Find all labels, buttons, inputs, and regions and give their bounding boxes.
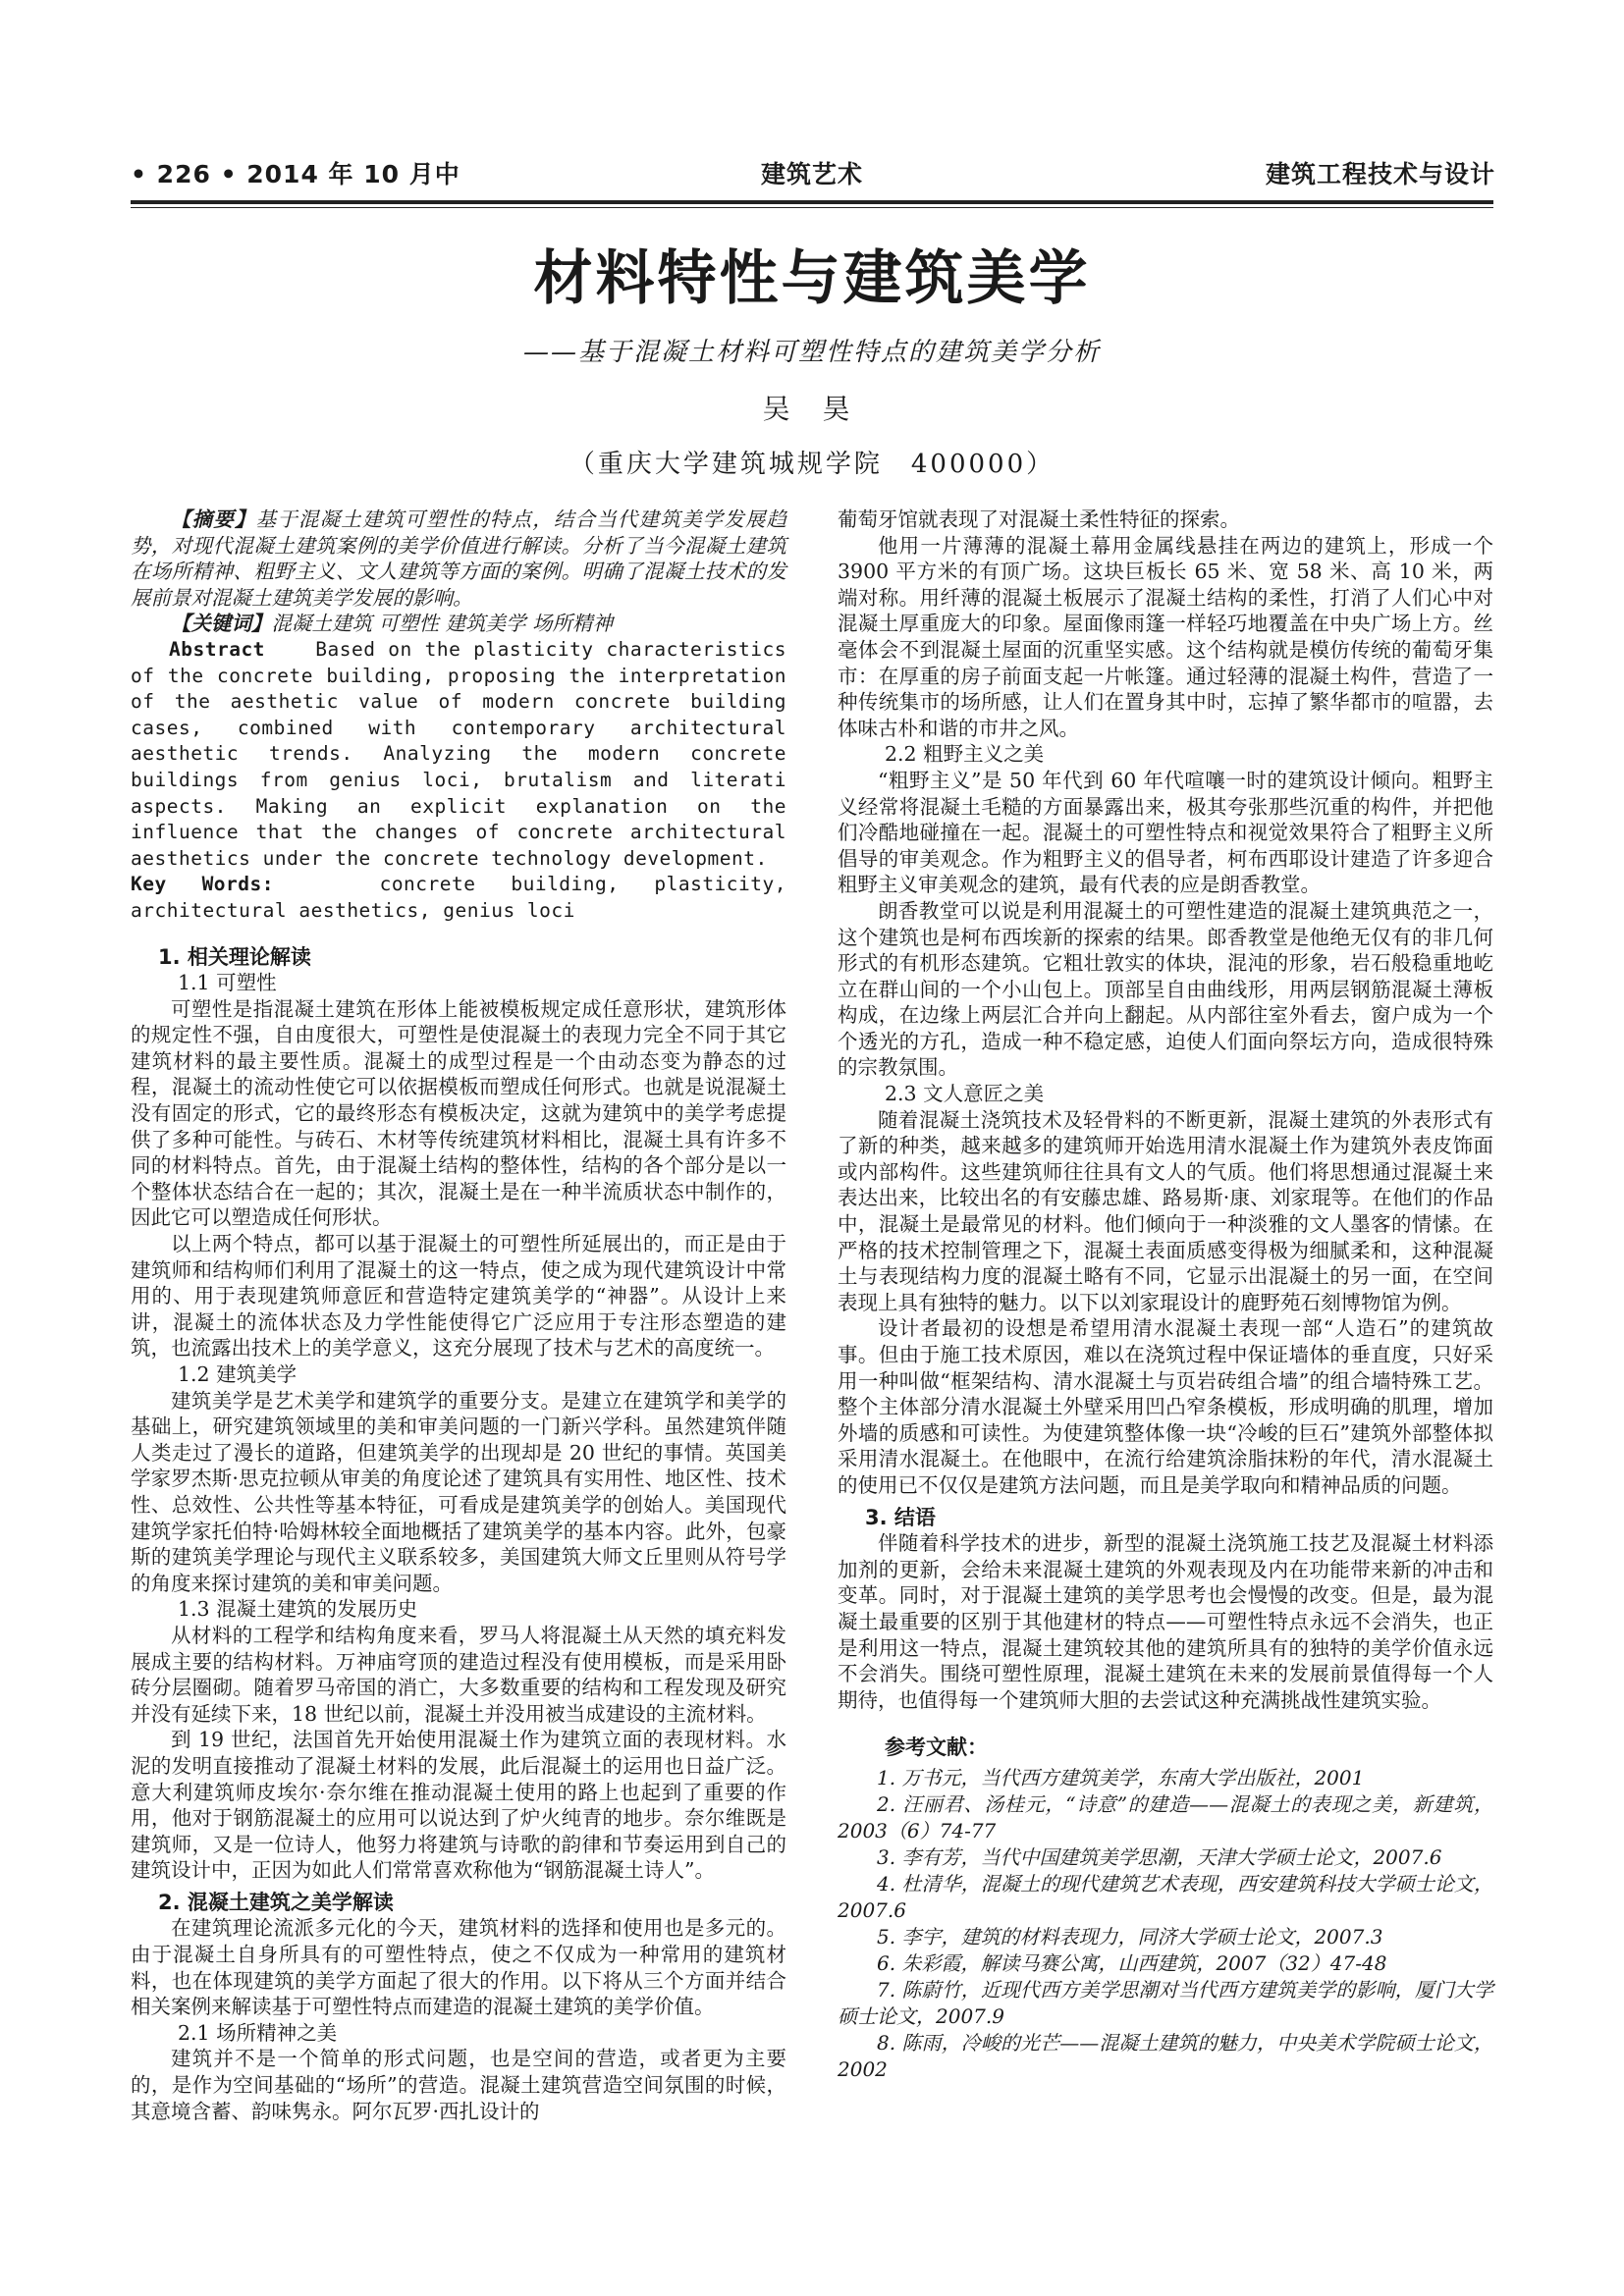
abstract-en xyxy=(131,637,786,872)
section-heading: 1. 相关理论解读 xyxy=(158,944,311,969)
subsection-heading: 1.3 混凝土建筑的发展历史 xyxy=(178,1597,418,1622)
subsection-heading: 2.1 场所精神之美 xyxy=(178,2020,338,2045)
body-paragraph: 在建筑理论流派多元化的今天，建筑材料的选择和使用也是多元的。由于混凝土自身所具有的可塑性特点，使之不仅成为一种常用的建筑材料，也在体现建筑的美学方面起了很大的作用。以下将从三个方面并结合相关案例来解读基于可塑性特点而建造的混凝土建筑的美学价值。 xyxy=(131,1916,786,2019)
body-paragraph: 随着混凝土浇筑技术及轻骨料的不断更新，混凝土建筑的外表形式有了新的种类，越来越多的建筑师开始选用清水混凝土作为建筑外表皮饰面或内部构件。这些建筑师往往具有文人的气质。他们将思想通过混凝土来表达出来，比较出名的有安藤忠雄、路易斯·康、刘家琨等。在他们的作品中，混凝土是最常见的材料。他们倾向于一种淡雅的文人墨客的情愫。在严格的技术控制管理之下，混凝土表面质感变得极为细腻柔和，这种混凝土与表现结构力度的混凝土略有不同，它显示出混凝土的另一面，在空间表现上具有独特的魅力。以下以刘家琨设计的鹿野苑石刻博物馆为例。 xyxy=(838,1107,1493,1314)
body-paragraph: 建筑并不是一个简单的形式问题，也是空间的营造，或者更为主要的，是作为空间基础的“场所”的营造。混凝土建筑营造空间氛围的时候，其意境含蓄、韵味隽永。阿尔瓦罗·西扎设计的 xyxy=(131,2047,786,2123)
keywords-en xyxy=(131,872,786,924)
abstract-en-label: Abstract xyxy=(169,637,265,661)
right-column xyxy=(838,507,1493,2083)
keywords-en-label: Key Words: xyxy=(131,873,275,896)
journal-section: 建筑艺术 xyxy=(760,160,863,188)
left-body xyxy=(131,944,786,2125)
article-author: 吴 昊 xyxy=(762,393,862,425)
abstract-cn xyxy=(131,507,786,611)
keywords-text: 混凝土建筑 可塑性 建筑美学 场所精神 xyxy=(271,612,614,636)
abstract-text: 基于混凝土建筑可塑性的特点，结合当代建筑美学发展趋势，对现代混凝土建筑案例的美学价值进行解读。分析了当今混凝土建筑在场所精神、粗野主义、文人建筑等方面的案例。明确了混凝土技术的发展前景对混凝土建筑美学发展的影响。 xyxy=(131,507,787,610)
reference-item: 3. 李有芳，当代中国建筑美学思潮，天津大学硕士论文，2007.6 xyxy=(877,1844,1442,1869)
section-heading: 2. 混凝土建筑之美学解读 xyxy=(158,1890,394,1914)
body-paragraph: 葡萄牙馆就表现了对混凝土柔性特征的探索。 xyxy=(838,507,1240,531)
spacer xyxy=(131,925,786,938)
header-rule-thick xyxy=(131,200,1493,204)
section-heading: 3. 结语 xyxy=(865,1505,936,1529)
reference-item: 5. 李宇，建筑的材料表现力，同济大学硕士论文，2007.3 xyxy=(877,1924,1383,1949)
journal-name: 建筑工程技术与设计 xyxy=(1265,160,1495,188)
references-title: 参考文献： xyxy=(885,1735,988,1760)
body-paragraph: “粗野主义”是 50 年代到 60 年代喧嚷一时的建筑设计倾向。粗野主义经常将混凝土毛糙的方面暴露出来，极其夸张那些沉重的构件，并把他们冷酷地碰撞在一起。混凝土的可塑性特点和视觉效果符合了粗野主义所倡导的审美观念。作为粗野主义的倡导者，柯布西耶设计建造了许多迎合粗野主义审美观念的建筑，最有代表的应是朗香教堂。 xyxy=(838,768,1493,897)
body-paragraph: 可塑性是指混凝土建筑在形体上能被模板规定成任意形状，建筑形体的规定性不强，自由度很大，可塑性是使混凝土的表现力完全不同于其它建筑材料的最主要性质。混凝土的成型过程是一个由动态变为静态的过程，混凝土的流动性使它可以依据模板而塑成任何形式。也就是说混凝土没有固定的形式，它的最终形态有模板决定，这就为建筑中的美学考虑提供了多种可能性。与砖石、木材等传统建筑材料相比，混凝土具有许多不同的材料特点。首先，由于混凝土结构的整体性，结构的各个部分是以一个整体状态结合在一起的；其次，混凝土是在一种半流质状态中制作的，因此它可以塑造成任何形状。 xyxy=(131,996,786,1230)
subsection-heading: 2.3 文人意匠之美 xyxy=(885,1082,1045,1106)
reference-item: 7. 陈蔚竹，近现代西方美学思潮对当代西方建筑美学的影响，厦门大学硕士论文，2007.9 xyxy=(838,1977,1493,2028)
right-body xyxy=(838,507,1493,1713)
body-paragraph: 设计者最初的设想是希望用清水混凝土表现一部“人造石”的建筑故事。但由于施工技术原因，难以在浇筑过程中保证墙体的垂直度，只好采用一种叫做“框架结构、清水混凝土与页岩砖组合墙”的组合墙特殊工艺。整个主体部分清水混凝土外壁采用凹凸窄条模板，形成明确的肌理，增加外墙的质感和可读性。为使建筑整体像一块“冷峻的巨石”建筑外部整体拟采用清水混凝土。在他眼中，在流行给建筑涂脂抹粉的年代，清水混凝土的使用已不仅仅是建筑方法问题，而且是美学取向和精神品质的问题。 xyxy=(838,1316,1493,1497)
page-number-date: • 226 • 2014 年 10 月中 xyxy=(131,160,460,188)
reference-item: 1. 万书元，当代西方建筑美学，东南大学出版社，2001 xyxy=(877,1765,1365,1789)
subsection-heading: 1.2 建筑美学 xyxy=(178,1362,298,1386)
reference-item: 4. 杜清华，混凝土的现代建筑艺术表现，西安建筑科技大学硕士论文，2007.6 xyxy=(838,1871,1493,1922)
body-paragraph: 建筑美学是艺术美学和建筑学的重要分支。是建立在建筑学和美学的基础上，研究建筑领域里的美和审美问题的一门新兴学科。虽然建筑伴随人类走过了漫长的道路，但建筑美学的出现却是 20 世纪的事情。英国美学家罗杰斯·思克拉顿从审美的角度论述了建筑具有实用性、地区性、技术性、总效性、公共性等基本特征，可看成是建筑美学的创始人。美国现代建筑学家托伯特·哈姆林较全面地概括了建筑美学的基本内容。此外，包豪斯的建筑美学理论与现代主义联系较多，美国建筑大师文丘里则从符号学的角度来探讨建筑的美和审美问题。 xyxy=(131,1388,786,1595)
reference-item: 6. 朱彩霞，解读马赛公寓，山西建筑，2007（32）47-48 xyxy=(877,1950,1387,1975)
abstract-en-text: Based on the plasticity characteristics of the concrete building, proposing the interpretation of the aesthetic value of modern concrete building cases, combined with contemporary architectural aesthetic trends. Analyzing the modern concrete buildings from genius loci, brutalism and literati aspects. Making an explicit explanation on the influence that the changes of concrete architectural aesthetics under the concrete technology development. xyxy=(131,637,786,870)
article-subtitle: ——基于混凝土材料可塑性特点的建筑美学分析 xyxy=(522,338,1101,367)
references-list xyxy=(838,1765,1493,2083)
reference-item: 8. 陈雨，冷峻的光芒——混凝土建筑的魅力，中央美术学院硕士论文，2002 xyxy=(838,2030,1493,2081)
body-paragraph: 伴随着科学技术的进步，新型的混凝土浇筑施工技艺及混凝土材料添加剂的更新，会给未来混凝土建筑的外观表现及内在功能带来新的冲击和变革。同时，对于混凝土建筑的美学思考也会慢慢的改变。但是，最为混凝土最重要的区别于其他建材的特点——可塑性特点永远不会消失，也正是利用这一特点，混凝土建筑较其他的建筑所具有的独特的美学价值永远不会消失。围绕可塑性原理，混凝土建筑在未来的发展前景值得每一个人期待，也值得每一个建筑师大胆的去尝试这种充满挑战性建筑实验。 xyxy=(838,1531,1493,1712)
reference-item: 2. 汪丽君、汤桂元，“诗意”的建造——混凝土的表现之美，新建筑，2003（6）74-77 xyxy=(838,1791,1493,1842)
body-paragraph: 从材料的工程学和结构角度来看，罗马人将混凝土从天然的填充料发展成主要的结构材料。万神庙穹顶的建造过程没有使用模板，而是采用卧砖分层圈砌。随着罗马帝国的消亡，大多数重要的结构和工程发现及研究并没有延续下来，18 世纪以前，混凝土并没用被当成建设的主流材料。 xyxy=(131,1623,786,1726)
body-paragraph: 朗香教堂可以说是利用混凝土的可塑性建造的混凝土建筑典范之一，这个建筑也是柯布西埃新的探索的结果。郎香教堂是他绝无仅有的非几何形式的有机形态建筑。它粗壮敦实的体块，混沌的形象，岩石般稳重地屹立在群山间的一个小山包上。顶部呈自由曲线形，用两层钢筋混凝土薄板构成，在边缘上两层汇合并向上翻起。从内部往室外看去，窗户成为一个个透光的方孔，造成一种不稳定感，迫使人们面向祭坛方向，造成很特殊的宗教氛围。 xyxy=(838,898,1493,1080)
keywords-en-text: concrete building, plasticity, architectural aesthetics, genius loci xyxy=(131,873,786,922)
article-title: 材料特性与建筑美学 xyxy=(533,244,1091,313)
keywords-label: 【关键词】 xyxy=(171,612,272,636)
body-paragraph: 他用一片薄薄的混凝土幕用金属线悬挂在两边的建筑上，形成一个 3900 平方米的有顶广场。这块巨板长 65 米、宽 58 米、高 10 米，两端对称。用纤薄的混凝土板展示了混凝土结构的柔性，打消了人们心中对混凝土厚重庞大的印象。屋面像雨篷一样轻巧地覆盖在中央广场上方。丝毫体会不到混凝土屋面的沉重坚实感。这个结构就是模仿传统的葡萄牙集市：在厚重的房子前面支起一片帐篷。通过轻薄的混凝土构件，营造了一种传统集市的场所感，让人们在置身其中时，忘掉了繁华都市的喧嚣，去体味古朴和谐的市井之风。 xyxy=(838,533,1493,740)
subsection-heading: 1.1 可塑性 xyxy=(178,971,277,995)
author-affiliation: （重庆大学建筑城规学院 400000） xyxy=(568,450,1056,479)
abstract-label: 【摘要】 xyxy=(171,507,256,531)
header-rule-thin xyxy=(131,207,1493,208)
left-column xyxy=(131,507,786,2124)
body-paragraph: 到 19 世纪，法国首先开始使用混凝土作为建筑立面的表现材料。水泥的发明直接推动了混凝土材料的发展，此后混凝土的运用也日益广泛。意大利建筑师皮埃尔·奈尔维在推动混凝土使用的路上也起到了重要的作用，他对于钢筋混凝土的应用可以说达到了炉火纯青的地步。奈尔维既是建筑师，又是一位诗人，他努力将建筑与诗歌的韵律和节奏运用到自己的建筑设计中，正因为如此人们常常喜欢称他为“钢筋混凝土诗人”。 xyxy=(131,1728,786,1883)
keywords-cn xyxy=(131,611,786,637)
body-paragraph: 以上两个特点，都可以基于混凝土的可塑性所延展出的，而正是由于建筑师和结构师们利用了混凝土的这一特点，使之成为现代建筑设计中常用的、用于表现建筑师意匠和营造特定建筑美学的“神器”。从设计上来讲，混凝土的流体状态及力学性能使得它广泛应用于专注形态塑造的建筑，也流露出技术上的美学意义，这充分展现了技术与艺术的高度统一。 xyxy=(131,1232,786,1361)
subsection-heading: 2.2 粗野主义之美 xyxy=(885,742,1045,767)
